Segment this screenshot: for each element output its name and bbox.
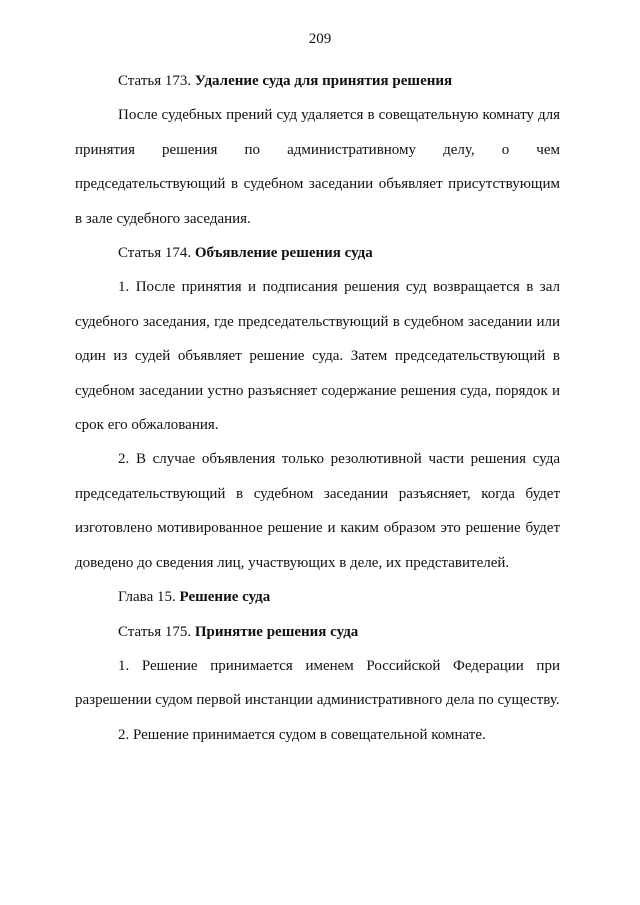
chapter-15-prefix: Глава 15. xyxy=(118,589,180,606)
article-174-paragraph-1: 1. После принятия и подписания решения суд возвращается в зал судебного заседания, где председательствующий в судебном заседании или один из судей объявляет решение суда. Затем председательствующий в судебном заседании устно разъясняет содержание решения суда, порядок и срок его обжалования. xyxy=(75,279,560,434)
article-173-paragraph: После судебных прений суд удаляется в совещательную комнату для принятия решения по административному делу, о чем председательствующий в судебном заседании объявляет присутствующим в зале судебного заседания. xyxy=(75,107,560,227)
page-number: 209 xyxy=(308,31,332,47)
article-173-title: Удаление суда для принятия решения xyxy=(194,73,453,89)
article-175-heading xyxy=(75,615,560,649)
article-173-prefix: Статья 173. xyxy=(118,73,195,89)
article-173-heading xyxy=(75,64,560,98)
document-body xyxy=(75,64,560,752)
article-174-paragraph-2: 2. В случае объявления только резолютивной части решения суда председательствующий в судебном заседании разъясняет, когда будет изготовлено мотивированное решение и каким образом это решение будет доведено до сведения лиц, участвующих в деле, их представителей. xyxy=(75,451,560,571)
article-175-paragraph-2: 2. Решение принимается судом в совещательной комнате. xyxy=(118,726,486,743)
article-174-heading xyxy=(75,236,560,270)
chapter-15-heading xyxy=(75,580,560,614)
article-174-title: Объявление решения суда xyxy=(194,245,373,262)
article-175-title: Принятие решения суда xyxy=(194,623,359,640)
article-174-prefix: Статья 174. xyxy=(118,245,195,262)
article-175-prefix: Статья 175. xyxy=(118,623,195,640)
chapter-15-title: Решение суда xyxy=(179,589,271,606)
article-175-paragraph-1: 1. Решение принимается именем Российской Федерации при разрешении судом первой инстанции административного дела по существу. xyxy=(75,657,560,709)
